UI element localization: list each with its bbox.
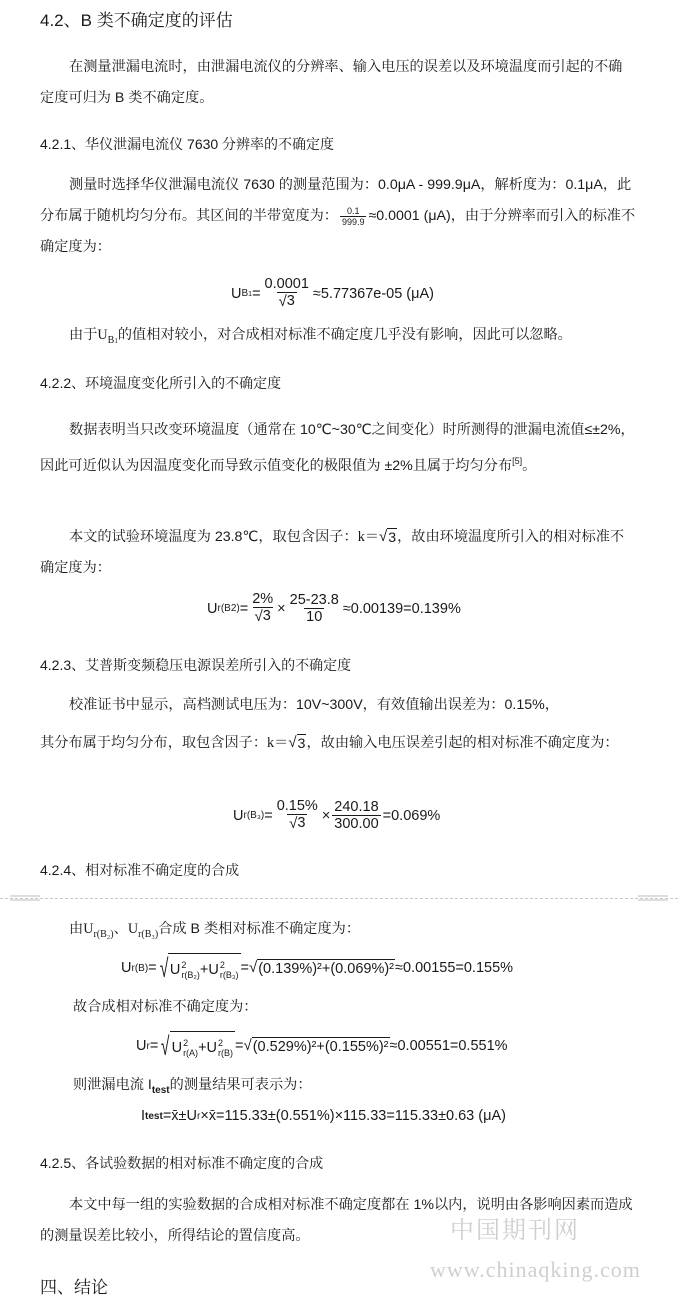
equation-urb3: U r(B₃) = 0.15% √ 3 × $\frac{240.18}{300.00}$ =0.069%	[233, 798, 441, 832]
paragraph-text: 则泄漏电流	[73, 1077, 148, 1093]
eq-result: =0.069%	[382, 807, 441, 824]
eq-subscript: r	[196, 1110, 201, 1122]
eq-symbol: U	[83, 921, 94, 937]
section-heading-4-2-4: 4.2.4、相对标准不确定度的合成	[40, 862, 240, 878]
eq-result: ≈0.00155=0.155%	[395, 960, 514, 976]
eq-symbol: U	[231, 285, 242, 302]
eq-superscript: 2	[218, 1037, 224, 1048]
eq-subsubscript: 1	[248, 291, 253, 298]
eq-symbol: U	[121, 960, 132, 976]
section-heading-4-2: 4.2、B 类不确定度的评估	[40, 11, 233, 30]
eq-operator: +	[198, 1039, 207, 1056]
eq-subscript: r(B)	[218, 1047, 234, 1058]
eq-subscript: r(A)	[183, 1047, 199, 1058]
eq-fraction	[332, 799, 380, 833]
eq-result: ≈5.77367e-05 (μA)	[312, 285, 434, 302]
paragraph-combined-intro: 故合成相对标准不确定度为：	[73, 999, 258, 1015]
eq-superscript: 2	[183, 1037, 189, 1048]
separator-text: 、	[113, 921, 128, 937]
paragraph-text: 本文的试验环境温度为 23.8℃，取包含因子：	[69, 529, 358, 545]
paragraph-text: 在测量泄漏电流时，由泄漏电流仪的分辨率、输入电压的误差以及环境温度而引起的不确定度可归为 B 类不确定度。	[40, 59, 623, 106]
paragraph-text: ，故由输入电压误差引起的相对标准不确定度为：	[306, 735, 619, 751]
equation-ur: U r = √ U 2 r(A) + U 2 r(B) = √ (0.529%)²+(0.155%)² ≈0.00551=0.551%	[136, 1031, 508, 1061]
eq-symbol: U	[97, 327, 108, 343]
sqrt-value: 3	[297, 736, 306, 752]
paragraph-text: 由	[69, 921, 84, 937]
section-heading-4-2-2: 4.2.2、环境温度变化所引入的不确定度	[40, 375, 282, 391]
paragraph-text: 测量时选择华仪泄漏电流仪 7630 的测量范围为：0.0μA - 999.9μA，解析度为：0.1μA，此分布属于随机均匀分布。其区间的半带宽度为：	[40, 177, 632, 224]
eq-subsubscript: 1	[114, 337, 118, 345]
paragraph-coverage-factor-voltage: 其分布属于均匀分布，取包含因子：k＝ √ 3 ，故由输入电压误差引起的相对标准不确定度为：	[40, 734, 619, 752]
eq-fraction: 0.15% √ 3	[276, 798, 318, 832]
eq-subscript: r(B)	[131, 962, 149, 974]
eq-subscript: r(B2)	[217, 603, 240, 614]
eq-subscript: B	[241, 288, 249, 299]
section-heading-4-2-1: 4.2.1、华仪泄漏电流仪 7630 分辨率的不确定度	[40, 136, 335, 152]
paragraph-text: 本文中每一组的实验数据的合成相对标准不确定度都在 1%以内，说明由各影响因素而造成的测量误差比较小，所得结论的置信度高。	[40, 1197, 633, 1244]
eq-symbol: U	[171, 1039, 183, 1056]
equation-urb: U r(B) = √ U 2 r(B₂) + U 2 r(B₃) = √ (0.139%)²+(0.069%)² ≈0.00155=0.155%	[121, 953, 514, 983]
eq-fraction: 0.0001 √ 3	[264, 276, 309, 310]
watermark-url: www.chinaqking.com	[430, 1257, 641, 1282]
paragraph-b-combination	[40, 914, 636, 950]
eq-subscript: r(B₂)	[93, 929, 114, 940]
page-break-line	[0, 898, 678, 899]
paragraph-resolution	[40, 170, 636, 263]
page-corner-mark-right	[638, 893, 668, 903]
paragraph-result-intro	[73, 1074, 312, 1096]
fraction-denominator: 3	[262, 608, 271, 624]
section-heading-4-2-3: 4.2.3、艾普斯变频稳压电源误差所引入的不确定度	[40, 657, 352, 673]
eq-result: ≈0.00139=0.139%	[342, 600, 461, 617]
fraction-denominator: 999.9	[341, 216, 365, 227]
eq-result: ×x̄=115.33±(0.551%)×115.33=115.33±0.63 (μA)	[200, 1108, 506, 1124]
eq-superscript: 2	[219, 959, 225, 970]
eq-subscript: test	[151, 1085, 170, 1096]
section-heading-4-2-5: 4.2.5、各试验数据的相对标准不确定度的合成	[40, 1155, 324, 1171]
paragraph-ub1-negligible	[40, 320, 636, 357]
fraction-numerator: 240.18	[334, 798, 379, 815]
eq-superscript: 2	[181, 959, 187, 970]
paragraph-coverage-factor-temp: 本文的试验环境温度为 23.8℃，取包含因子：k＝ √ 3 ，故由环境温度所引入的相对标准不确定度为：	[40, 528, 625, 576]
fraction-denominator: 300.00	[334, 815, 379, 832]
fraction-numerator: 2%	[252, 591, 274, 607]
eq-symbol: U	[233, 807, 244, 824]
paragraph-text: 的测量结果可表示为：	[169, 1077, 312, 1093]
eq-symbol: U	[169, 961, 181, 978]
equation-ub1: U B1 = 0.0001 √ 3 ≈5.77367e-05 (μA)	[231, 276, 434, 310]
paragraph-calibration	[40, 690, 636, 721]
fraction-denominator: 3	[286, 293, 295, 309]
fraction-numerator: 0.0001	[264, 276, 309, 292]
eq-subscript: test	[145, 1110, 163, 1122]
fraction-numerator: 0.15%	[276, 798, 318, 814]
paragraph-text: 的值相对较小，对合成相对标准不确定度几乎没有影响，因此可以忽略。	[117, 327, 572, 343]
eq-subscript: r(B₂)	[181, 969, 200, 980]
watermark-logo-text: 中国期刊网	[450, 1218, 580, 1244]
paragraph-text: 数据表明当只改变环境温度（通常在 10℃~30℃之间变化）时所测得的泄漏电流值≤±2%，因此可近似认为因温度变化而导致示值变化的极限值为 ±2%且属于均匀分布	[40, 422, 635, 474]
eq-symbol: k＝	[357, 529, 379, 545]
eq-symbol: U	[208, 961, 219, 978]
eq-expression: =x̄±U	[162, 1108, 197, 1124]
paragraph-text: 由于	[69, 327, 98, 343]
half-width-fraction	[340, 206, 367, 227]
page-corner-mark-left	[10, 893, 40, 903]
sqrt-value: 3	[388, 530, 397, 546]
fraction-denominator: 3	[297, 815, 306, 831]
eq-symbol: U	[127, 921, 139, 937]
eq-subscript: r	[146, 1040, 150, 1052]
paragraph-text: 合成 B 类相对标准不确定度为：	[158, 921, 361, 937]
eq-symbol: U	[136, 1038, 147, 1054]
paragraph-text: 。	[522, 458, 537, 474]
eq-symbol: U	[206, 1039, 218, 1056]
eq-fraction: 2% √ 3	[252, 591, 274, 625]
fraction-denominator: 10	[306, 608, 323, 625]
eq-subscript: r(B₃)	[138, 929, 159, 940]
equation-urb2: U r(B2) = 2% √ 3 × $\frac{25-23.8}{10}$ ≈0.00139=0.139%	[207, 591, 461, 625]
paragraph-b-type-intro	[40, 52, 636, 114]
eq-subscript: r(B₃)	[219, 969, 239, 980]
eq-subscript: B	[107, 335, 115, 346]
sqrt-value: (0.529%)²+(0.155%)²	[252, 1038, 389, 1055]
paragraph-text: ，故由环境温度所引入的相对标准不确定度为：	[40, 529, 625, 576]
eq-result: ≈0.00551=0.551%	[389, 1038, 508, 1054]
eq-symbol: I	[141, 1108, 146, 1124]
eq-fraction	[288, 592, 341, 626]
sqrt-value: (0.139%)²+(0.069%)²	[258, 960, 395, 977]
paragraph-temperature	[40, 415, 636, 482]
eq-symbol: k＝	[267, 735, 289, 751]
fraction-numerator: 0.1	[346, 205, 360, 216]
paragraph-text: ≈0.0001 (μA)，由于分辨率而引入的标准不确定度为：	[40, 208, 636, 255]
citation-reference: [5]	[512, 456, 523, 466]
fraction-numerator: 25-23.8	[289, 591, 339, 608]
eq-symbol: I	[147, 1077, 152, 1093]
paragraph-text: 其分布属于均匀分布，取包含因子：	[40, 735, 268, 751]
eq-operator: +	[199, 961, 209, 978]
equation-itest	[141, 1108, 506, 1124]
section-heading-conclusion: 四、结论	[40, 1278, 108, 1297]
paragraph-text: 校准证书中显示，高档测试电压为：10V~300V，有效值输出误差为：0.15%，	[69, 697, 559, 713]
eq-subscript: r(B₃)	[243, 810, 265, 821]
eq-symbol: U	[207, 600, 218, 617]
